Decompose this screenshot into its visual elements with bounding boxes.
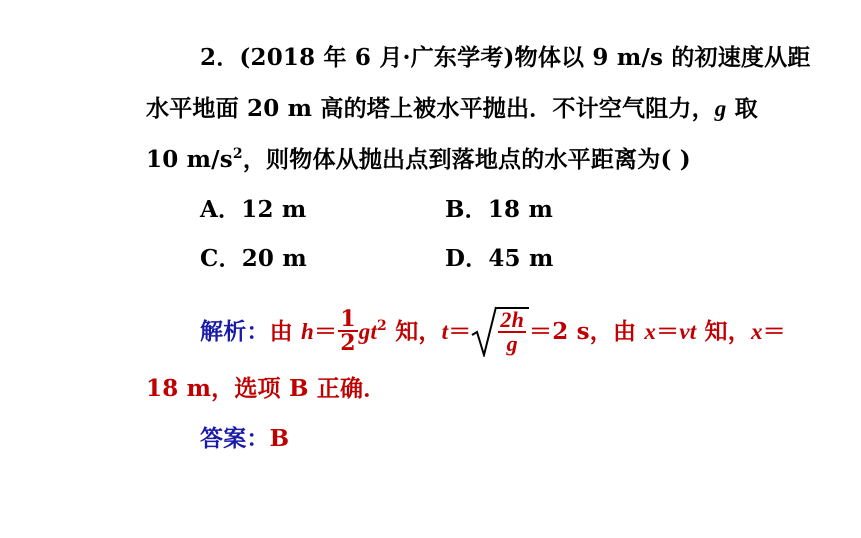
question-line-3: [146, 145, 691, 175]
analysis-var-h: h: [301, 319, 315, 344]
answer-label: 答案：: [200, 425, 270, 452]
question-var-g: g: [714, 96, 727, 121]
analysis-var-x: x: [644, 319, 657, 344]
fraction-g: g: [506, 331, 518, 356]
option-a-label: A．12 m: [200, 196, 307, 223]
option-b: [445, 195, 553, 225]
analysis-eq-4: ＝: [762, 318, 786, 345]
fraction-denominator: 2: [340, 330, 356, 356]
radical-sign-icon: [471, 305, 497, 357]
analysis-sup: 2: [377, 318, 387, 334]
answer-line: [200, 424, 289, 454]
question-text-1: 2．(2018 年 6 月·广东学考)物体以 9 m/s 的初速度从距: [200, 44, 811, 71]
analysis-eq-3: ＝: [656, 318, 680, 345]
analysis-text-4: 知，: [696, 318, 751, 345]
analysis-var-t: t: [441, 319, 449, 344]
option-c: [200, 244, 307, 274]
question-text-3b: ，则物体从抛出点到落地点的水平距离为( ): [242, 146, 691, 173]
analysis-label: 解析：: [200, 318, 270, 345]
question-line-1: [200, 43, 811, 73]
analysis-text-line2: 18 m，选项 B 正确．: [146, 375, 387, 402]
option-d-label: D．45 m: [445, 245, 554, 272]
sqrt-radicand: [495, 307, 529, 355]
question-text-2a: 水平地面 20 m 高的塔上被水平抛出．不计空气阻力，: [146, 95, 715, 122]
question-text-2b: 取: [726, 95, 758, 122]
option-c-label: C．20 m: [200, 245, 307, 272]
analysis-eq-2: ＝: [448, 318, 472, 345]
sqrt-expression: [471, 305, 529, 357]
analysis-text-2: 知，: [387, 318, 442, 345]
option-b-label: B．18 m: [445, 196, 553, 223]
analysis-var-x2: x: [750, 319, 763, 344]
question-line-2: [146, 94, 758, 124]
option-d: [445, 244, 554, 274]
question-text-3a: 10 m/s: [146, 146, 233, 173]
analysis-text-3: ＝2 s，由: [529, 318, 645, 345]
analysis-line-2: [146, 374, 386, 404]
analysis-line-1: [200, 307, 786, 359]
answer-value: B: [269, 425, 290, 452]
analysis-var-vt: vt: [679, 319, 697, 344]
fraction-2h: 2h: [500, 307, 525, 332]
question-sup: 2: [232, 146, 243, 162]
fraction-numerator: 1: [340, 306, 356, 332]
analysis-eq-1: ＝: [314, 318, 338, 345]
fraction-one-half: [338, 308, 358, 354]
analysis-var-gt: gt: [358, 319, 378, 344]
option-a: [200, 195, 306, 225]
analysis-text-1: 由: [269, 318, 302, 345]
fraction-2h-over-g: [498, 309, 526, 355]
